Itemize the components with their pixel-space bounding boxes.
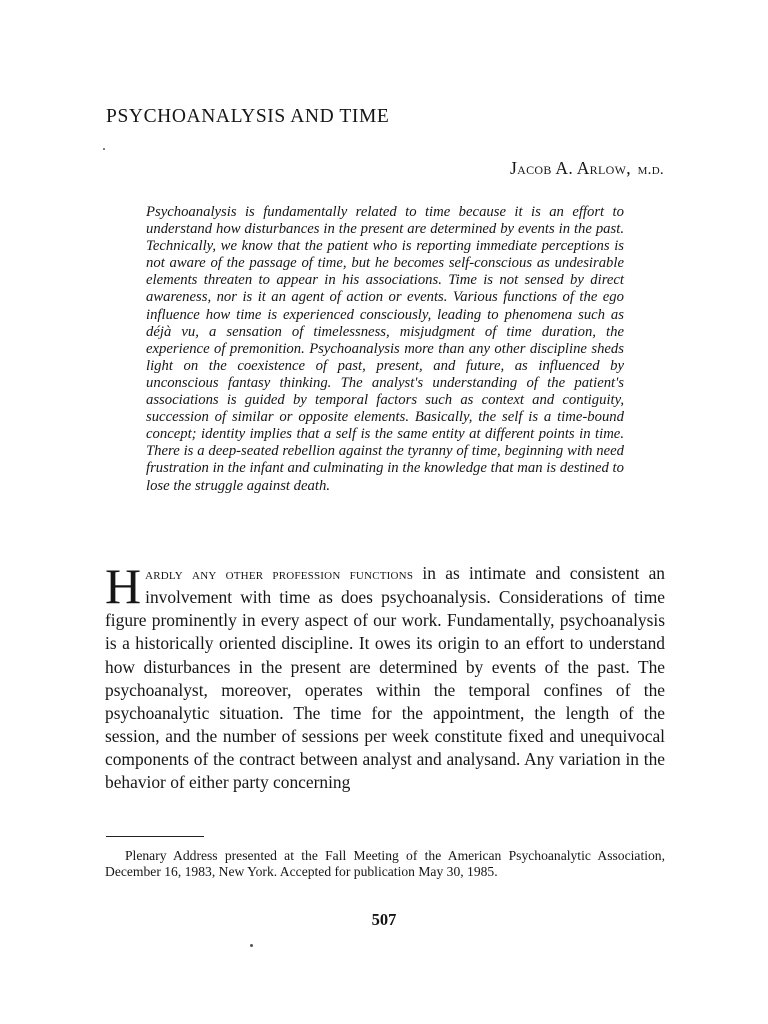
- article-title: PSYCHOANALYSIS AND TIME: [106, 106, 390, 127]
- author-byline: [510, 158, 664, 179]
- scan-speck: [250, 944, 253, 947]
- author-name: acob A. Arlow,: [517, 158, 631, 178]
- drop-cap: H: [105, 558, 142, 614]
- lead-in-small-caps: ardly any other profession functions: [145, 566, 414, 583]
- page-number: 507: [371, 910, 397, 929]
- author-degree: m.d.: [637, 162, 664, 178]
- footnote-rule: [106, 836, 204, 837]
- abstract: Psychoanalysis is fundamentally related to time because it is an effort to understand how disturbances in the present are determined by events in the past. Technically, we know that the patient who is reporting immediate perceptions is not aware of the passage of time, but he becomes self-conscious as undesirable elements threaten to appear in his associations. Time is not sensed by direct awareness, nor is it an agent of action or events. Various functions of the ego influence how time is experienced consciously, leading to phenomena such as déjà vu, a sensation of timelessness, misjudgment of time duration, the experience of premonition. Psychoanalysis more than any other discipline sheds light on the coexistence of past, present, and future, as influenced by unconscious fantasy thinking. The analyst's understanding of the patient's associations is guided by temporal factors such as context and contiguity, succession of similar or opposite elements. Basically, the self is a time-bound concept; identity implies that a self is the same entity at different points in time. There is a deep-seated rebellion against the tyranny of time, beginning with need frustration in the infant and culminating in the knowledge that man is destined to lose the struggle against death.: [146, 204, 624, 494]
- footnote: Plenary Address presented at the Fall Meeting of the American Psychoanalytic Association, December 16, 1983, New York. Accepted for publication May 30, 1985.: [105, 848, 665, 880]
- author-initial: J: [510, 158, 518, 178]
- body-text: in as intimate and consistent an involvement with time as does psychoanalysis. Considerations of time figure prominently in every aspect of our work. Fundamentally, psychoanalysis is a historically oriented discipline. It owes its origin to an effort to understand how disturbances in the present are determined by events of the past. The psychoanalyst, moreover, operates within the temporal confines of the psychoanalytic situation. The time for the appointment, the length of the session, and the number of sessions per week constitute fixed and unequivocal components of the contract between analyst and analysand. Any variation in the behavior of either party concerning: [105, 563, 665, 793]
- body-paragraph: [105, 558, 665, 795]
- scan-speck: [103, 148, 105, 150]
